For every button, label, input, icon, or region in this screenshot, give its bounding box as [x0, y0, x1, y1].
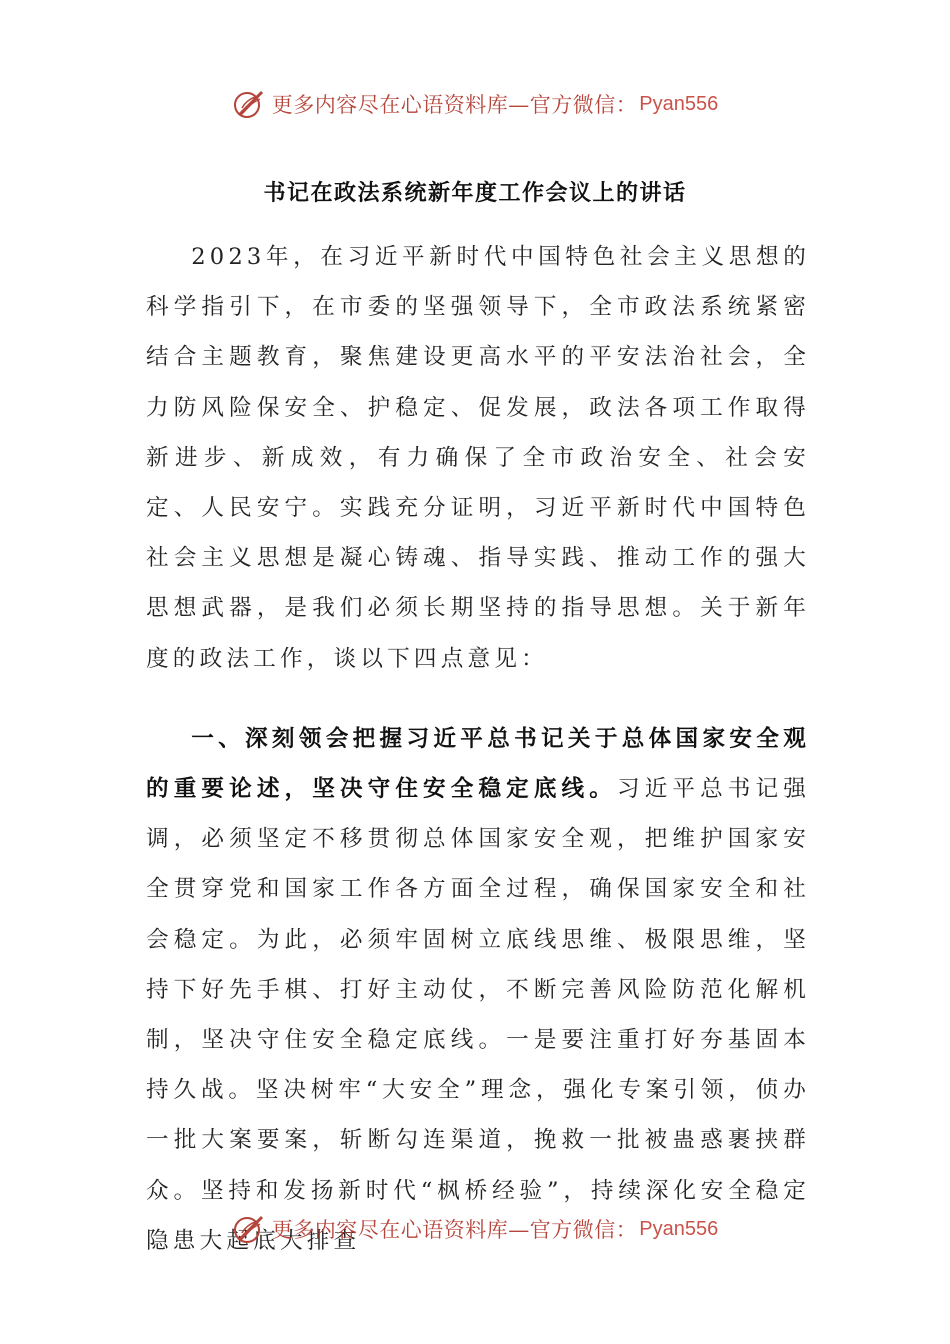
- quill-pen-logo-icon: [232, 87, 266, 121]
- document-body: [146, 232, 810, 1266]
- section-1-heading: 一、深刻领会把握习近平总书记关于总体国家安全观的重要论述，坚决守住安全稳定底线。: [146, 725, 810, 803]
- section-1-text: 习近平总书记强调，必须坚定不移贯彻总体国家安全观，把维护国家安全贯穿党和国家工作各方面全过程，确保国家安全和社会稳定。为此，必须牢固树立底线思维、极限思维，坚持下好先手棋、打好主动仗，不断完善风险防范化解机制，坚决守住安全稳定底线。一是要注重打好夯基固本持久战。坚决树牢“大安全”理念，强化专案引领，侦办一批大案要案，斩断勾连渠道，挽救一批被蛊惑裹挟群众。坚持和发扬新时代“枫桥经验”，持续深化安全稳定隐患大起底大排查: [146, 776, 811, 1254]
- footer-watermark: [0, 1209, 950, 1249]
- intro-paragraph: 2023年，在习近平新时代中国特色社会主义思想的科学指引下，在市委的坚强领导下，全市政法系统紧密结合主题教育，聚焦建设更高水平的平安法治社会，全力防风险保安全、护稳定、促发展，政法各项工作取得新进步、新成效，有力确保了全市政治安全、社会安定、人民安宁。实践充分证明，习近平新时代中国特色社会主义思想是凝心铸魂、指导实践、推动工作的强大思想武器，是我们必须长期坚持的指导思想。关于新年度的政法工作，谈以下四点意见：: [146, 244, 810, 672]
- watermark-label: 更多内容尽在心语资料库—官方微信：: [271, 93, 638, 117]
- header-watermark: [0, 84, 950, 124]
- section-1-paragraph: [146, 714, 810, 1266]
- quill-pen-logo-icon: [232, 1212, 266, 1246]
- watermark-wechat-id: Pyan556: [639, 1217, 719, 1240]
- watermark-label: 更多内容尽在心语资料库—官方微信：: [271, 1218, 638, 1242]
- watermark-wechat-id: Pyan556: [639, 92, 719, 115]
- document-title: 书记在政法系统新年度工作会议上的讲话: [263, 181, 687, 206]
